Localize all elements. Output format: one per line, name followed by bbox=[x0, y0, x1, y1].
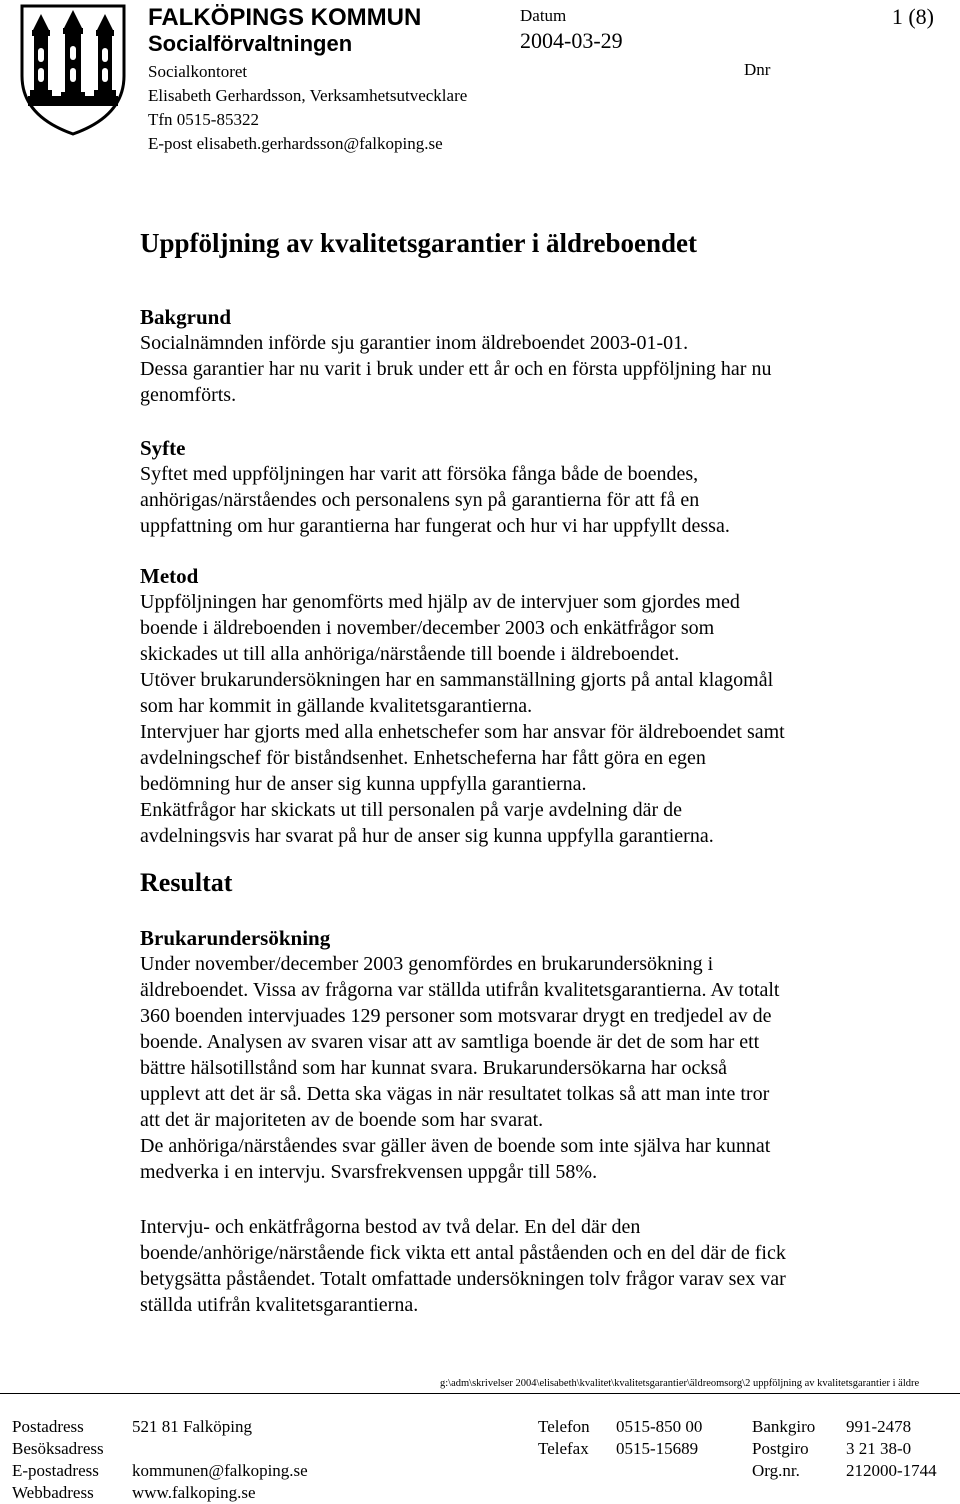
epostadress-label: E-postadress bbox=[12, 1461, 99, 1480]
bankgiro-value: 991-2478 bbox=[846, 1417, 912, 1436]
footer-divider bbox=[0, 1393, 960, 1394]
contact-phone: Tfn 0515-85322 bbox=[148, 110, 259, 129]
municipality-coat-of-arms-logo bbox=[18, 4, 128, 136]
file-path: g:\adm\skrivelser 2004\elisabeth\kvalitet\kvalitetsgarantier\äldreomsorg\2 uppföljning av kvalitetsgarantier i äldre bbox=[440, 1378, 920, 1389]
date-label: Datum bbox=[520, 6, 567, 25]
department-name: Socialförvaltningen bbox=[148, 31, 353, 56]
telefax-value: 0515-15689 bbox=[616, 1439, 699, 1458]
webbadress-label: Webbadress bbox=[12, 1483, 94, 1502]
besoksadress-label: Besöksadress bbox=[12, 1439, 104, 1458]
section-brukarundersokning bbox=[140, 925, 910, 1185]
section-text: Socialnämnden införde sju garantier inom äldreboendet 2003-01-01. Dessa garantier har nu varit i bruk under ett år och en första uppföljning har nu genomförts. bbox=[140, 332, 772, 406]
section-text: Syftet med uppföljningen har varit att försöka fånga både de boendes, anhörigas/närståendes och personalens syn på garantierna för att få en uppfattning om hur garantierna har fungerat och hur vi har uppfyllt dessa. bbox=[140, 463, 730, 537]
telefon-value: 0515-850 00 bbox=[616, 1417, 703, 1436]
postgiro-label: Postgiro bbox=[752, 1439, 809, 1458]
telefon-label: Telefon bbox=[538, 1417, 590, 1436]
section-intervju bbox=[140, 1214, 910, 1318]
section-heading: Syfte bbox=[140, 436, 186, 460]
postadress-label: Postadress bbox=[12, 1417, 84, 1436]
contact-email: E-post elisabeth.gerhardsson@falkoping.se bbox=[148, 134, 443, 153]
section-metod bbox=[140, 563, 910, 849]
date-value: 2004-03-29 bbox=[520, 28, 623, 53]
reference-number-label: Dnr bbox=[744, 60, 771, 79]
section-text: Intervju- och enkätfrågorna bestod av två delar. En del där den boende/anhörige/närstående fick vikta ett antal påståenden och en del där de fick betygsätta påståendet. Totalt omfattade undersökningen tolv frågor varav sex var ställda utifrån kvalitetsgarantierna. bbox=[140, 1216, 786, 1316]
page-number: 1 (8) bbox=[891, 4, 934, 29]
section-heading: Bakgrund bbox=[140, 305, 232, 329]
results-heading: Resultat bbox=[140, 868, 233, 897]
section-heading: Brukarundersökning bbox=[140, 926, 331, 950]
telefax-label: Telefax bbox=[538, 1439, 589, 1458]
epostadress-value: kommunen@falkoping.se bbox=[132, 1461, 308, 1480]
section-bakgrund bbox=[140, 304, 910, 408]
bankgiro-label: Bankgiro bbox=[752, 1417, 816, 1436]
section-syfte bbox=[140, 435, 910, 539]
section-heading: Metod bbox=[140, 564, 199, 588]
orgnr-value: 212000-1744 bbox=[846, 1461, 937, 1480]
organization-name: FALKÖPINGS KOMMUN bbox=[148, 4, 422, 31]
section-text: Under november/december 2003 genomfördes en brukarundersökning i äldreboendet. Vissa av frågorna var ställda utifrån kvalitetsgarantierna. Av totalt 360 boenden intervjuades 129 personer som motsvarar drygt en tredjedel av de boende. Analysen av svaren visar att av samtliga boende är det de som har ett bättre hälsotillstånd som har kunnat svara. Brukarundersökarna har också upplevt att det är så. Detta ska vägas in när resultatet tolkas så att man inte tror att det är majoriteten av de boende som har svarat. De anhöriga/närståendes svar gäller även de boende som inte själva har kunnat medverka i en intervju. Svarsfrekvensen uppgår till 58%. bbox=[140, 953, 780, 1183]
postadress-value: 521 81 Falköping bbox=[132, 1417, 252, 1436]
office-name: Socialkontoret bbox=[148, 62, 248, 81]
postgiro-value: 3 21 38-0 bbox=[846, 1439, 912, 1458]
section-text: Uppföljningen har genomförts med hjälp av de intervjuer som gjordes med boende i äldreboenden i november/december 2003 och enkätfrågor som skickades ut till alla anhöriga/närstående till boende i äldreboendet. Utöver brukarundersökningen har en sammanställning gjorts på antal klagomål som har kommit in gällande kvalitetsgarantierna. Intervjuer har gjorts med alla enhetschefer som har ansvar för äldreboendet samt avdelningschef för biståndsenhet. Enhetscheferna har fått göra en egen bedömning hur de anser sig kunna uppfylla garantierna. Enkätfrågor har skickats ut till personalen på varje avdelning där de avdelningsvis har svarat på hur de anser sig kunna uppfylla garantierna. bbox=[140, 591, 785, 847]
orgnr-label: Org.nr. bbox=[752, 1461, 800, 1480]
webbadress-value: www.falkoping.se bbox=[132, 1483, 256, 1502]
document-title: Uppföljning av kvalitetsgarantier i äldreboendet bbox=[140, 228, 698, 258]
contact-person: Elisabeth Gerhardsson, Verksamhetsutvecklare bbox=[148, 86, 468, 105]
